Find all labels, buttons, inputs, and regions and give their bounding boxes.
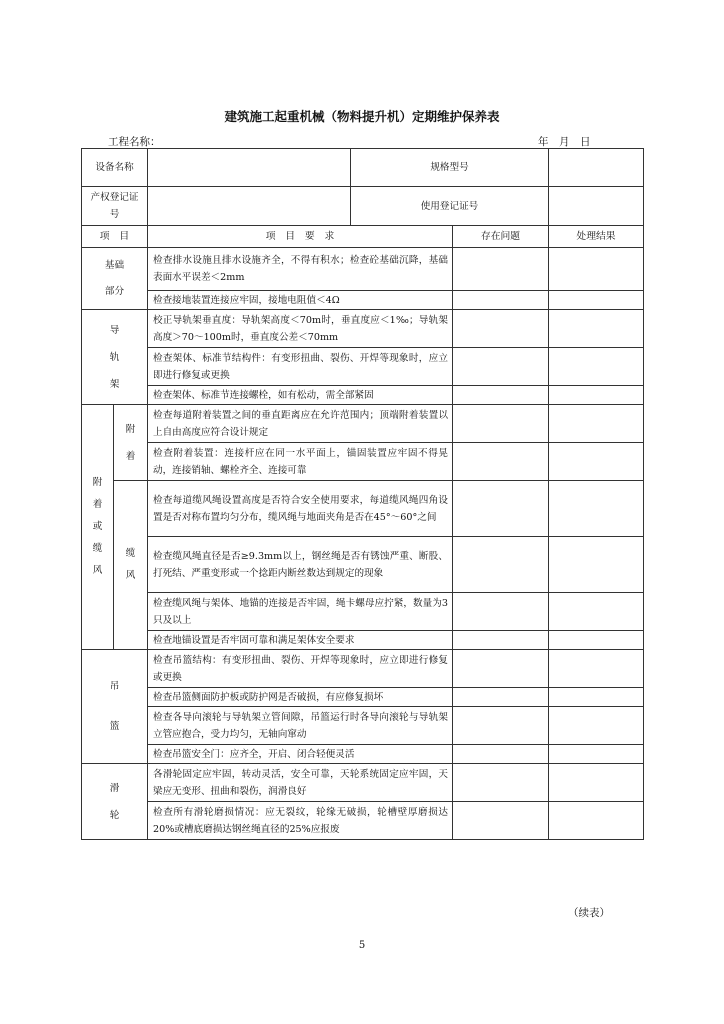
issue-cell[interactable] <box>453 405 549 443</box>
requirement-text: 各滑轮固定应牢固，转动灵活，安全可靠，天轮系统固定应牢固，天梁应无变形、扭曲和裂伤，润滑良好 <box>148 764 453 802</box>
requirement-text: 检查排水设施且排水设施齐全，不得有积水；检查砼基础沉降，基础表面水平误差＜2mm <box>148 248 453 291</box>
spec-label: 规格型号 <box>430 162 469 173</box>
usage-reg-label: 使用登记证号 <box>420 200 479 212</box>
registration-row <box>82 187 644 226</box>
section-cage-label: 吊篮 <box>82 650 148 764</box>
section-pulley-label: 滑轮 <box>82 764 148 840</box>
result-cell[interactable] <box>549 745 644 764</box>
project-name-label: 工程名称： <box>108 136 161 148</box>
requirement-text: 检查每道缆风绳设置高度是否符合安全使用要求，每道缆风绳四角设置是否对称布置均匀分布，缆风绳与地面夹角是否在45°～60°之间 <box>148 481 453 537</box>
requirement-text: 检查缆风绳与架体、地锚的连接是否牢固，绳卡螺母应拧紧，数量为3只及以上 <box>148 593 453 631</box>
device-name-field[interactable] <box>148 149 351 186</box>
requirement-text: 检查吊篮安全门：应齐全，开启、闭合轻便灵活 <box>148 745 453 764</box>
issue-cell[interactable] <box>453 386 549 405</box>
result-cell[interactable] <box>549 291 644 310</box>
table-row <box>82 707 644 745</box>
requirement-text: 检查缆风绳直径是否≥9.3mm以上，钢丝绳是否有锈蚀严重、断股、打死结、严重变形或一个捻距内断丝数达到规定的现象 <box>148 537 453 593</box>
issue-cell[interactable] <box>453 291 549 310</box>
table-row <box>82 443 644 481</box>
subsection-cable-label: 缆风 <box>114 481 148 650</box>
requirement-text: 检查每道附着装置之间的垂直距离应在允许范围内；顶端附着装置以上自由高度应符合设计规定 <box>148 405 453 443</box>
issue-cell[interactable] <box>453 745 549 764</box>
issue-cell[interactable] <box>453 310 549 348</box>
issue-cell[interactable] <box>453 688 549 707</box>
table-row <box>82 745 644 764</box>
issue-cell[interactable] <box>453 707 549 745</box>
issue-cell[interactable] <box>453 248 549 291</box>
result-cell[interactable] <box>549 405 644 443</box>
result-cell[interactable] <box>549 443 644 481</box>
issue-cell[interactable] <box>453 443 549 481</box>
header-issue: 存在问题 <box>453 226 549 248</box>
result-cell[interactable] <box>549 481 644 537</box>
table-row <box>82 310 644 348</box>
maintenance-table <box>81 148 644 840</box>
page-number: 5 <box>358 940 366 951</box>
device-name-label: 设备名称 <box>82 149 148 187</box>
table-row <box>82 537 644 593</box>
date-label: 年 月 日 <box>538 136 591 148</box>
section-rail-label: 导轨架 <box>82 310 148 405</box>
continued-label: （续表） <box>568 907 610 919</box>
issue-cell[interactable] <box>453 593 549 631</box>
issue-cell[interactable] <box>453 631 549 650</box>
property-reg-field[interactable] <box>148 187 351 225</box>
requirement-text: 检查接地装置连接应牢固，接地电阻值＜4Ω <box>148 291 453 310</box>
requirement-text: 检查所有滑轮磨损情况：应无裂纹，轮缘无破损，轮槽壁厚磨损达20%或槽底磨损达钢丝绳直径的25%应报废 <box>148 802 453 840</box>
spec-field[interactable] <box>549 149 644 187</box>
result-cell[interactable] <box>549 631 644 650</box>
section-attach-group-label: 附着或缆风 <box>82 405 114 650</box>
issue-cell[interactable] <box>453 348 549 386</box>
page-title: 建筑施工起重机械（物料提升机）定期维护保养表 <box>224 109 500 124</box>
result-cell[interactable] <box>549 537 644 593</box>
property-reg-label: 产权登记证号 <box>82 187 148 226</box>
device-info-row <box>82 149 644 187</box>
table-row <box>82 248 644 291</box>
table-row <box>82 291 644 310</box>
issue-cell[interactable] <box>453 802 549 840</box>
requirement-text: 检查地锚设置是否牢固可靠和满足架体安全要求 <box>148 631 453 650</box>
issue-cell[interactable] <box>453 481 549 537</box>
requirement-text: 检查架体、标准节结构件：有变形扭曲、裂伤、开焊等现象时，应立即进行修复或更换 <box>148 348 453 386</box>
requirement-text: 检查各导向滚轮与导轨架立管间隙，吊篮运行时各导向滚轮与导轨架立管应抱合，受力均匀，无轴向窜动 <box>148 707 453 745</box>
issue-cell[interactable] <box>453 650 549 688</box>
table-row <box>82 650 644 688</box>
issue-cell[interactable] <box>453 764 549 802</box>
issue-cell[interactable] <box>453 537 549 593</box>
usage-reg-field[interactable] <box>549 187 644 226</box>
result-cell[interactable] <box>549 707 644 745</box>
header-item: 项 目 <box>82 226 148 248</box>
requirement-text: 检查吊篮侧面防护板或防护网是否破损，有应修复损坏 <box>148 688 453 707</box>
header-result: 处理结果 <box>549 226 644 248</box>
result-cell[interactable] <box>549 802 644 840</box>
table-row <box>82 348 644 386</box>
table-row <box>82 688 644 707</box>
header-row <box>82 226 644 248</box>
table-row <box>82 802 644 840</box>
requirement-text: 检查吊篮结构：有变形扭曲、裂伤、开焊等现象时，应立即进行修复或更换 <box>148 650 453 688</box>
table-row <box>82 386 644 405</box>
requirement-text: 检查附着装置：连接杆应在同一水平面上，锚固装置应牢固不得晃动，连接销轴、螺栓齐全、连接可靠 <box>148 443 453 481</box>
table-row <box>82 631 644 650</box>
table-row <box>82 764 644 802</box>
result-cell[interactable] <box>549 310 644 348</box>
result-cell[interactable] <box>549 348 644 386</box>
subsection-attach-label: 附着 <box>114 405 148 481</box>
requirement-text: 校正导轨架垂直度：导轨架高度＜70m时，垂直度应＜1‰；导轨架高度＞70～100m时，垂直度公差＜70mm <box>148 310 453 348</box>
result-cell[interactable] <box>549 593 644 631</box>
table-row <box>82 593 644 631</box>
header-requirement: 项 目 要 求 <box>148 226 453 248</box>
result-cell[interactable] <box>549 248 644 291</box>
result-cell[interactable] <box>549 764 644 802</box>
result-cell[interactable] <box>549 650 644 688</box>
section-foundation-label: 基础部分 <box>82 248 148 310</box>
requirement-text: 检查架体、标准节连接螺栓，如有松动，需全部紧固 <box>148 386 453 405</box>
table-row <box>82 481 644 537</box>
table-row <box>82 405 644 443</box>
result-cell[interactable] <box>549 688 644 707</box>
result-cell[interactable] <box>549 386 644 405</box>
